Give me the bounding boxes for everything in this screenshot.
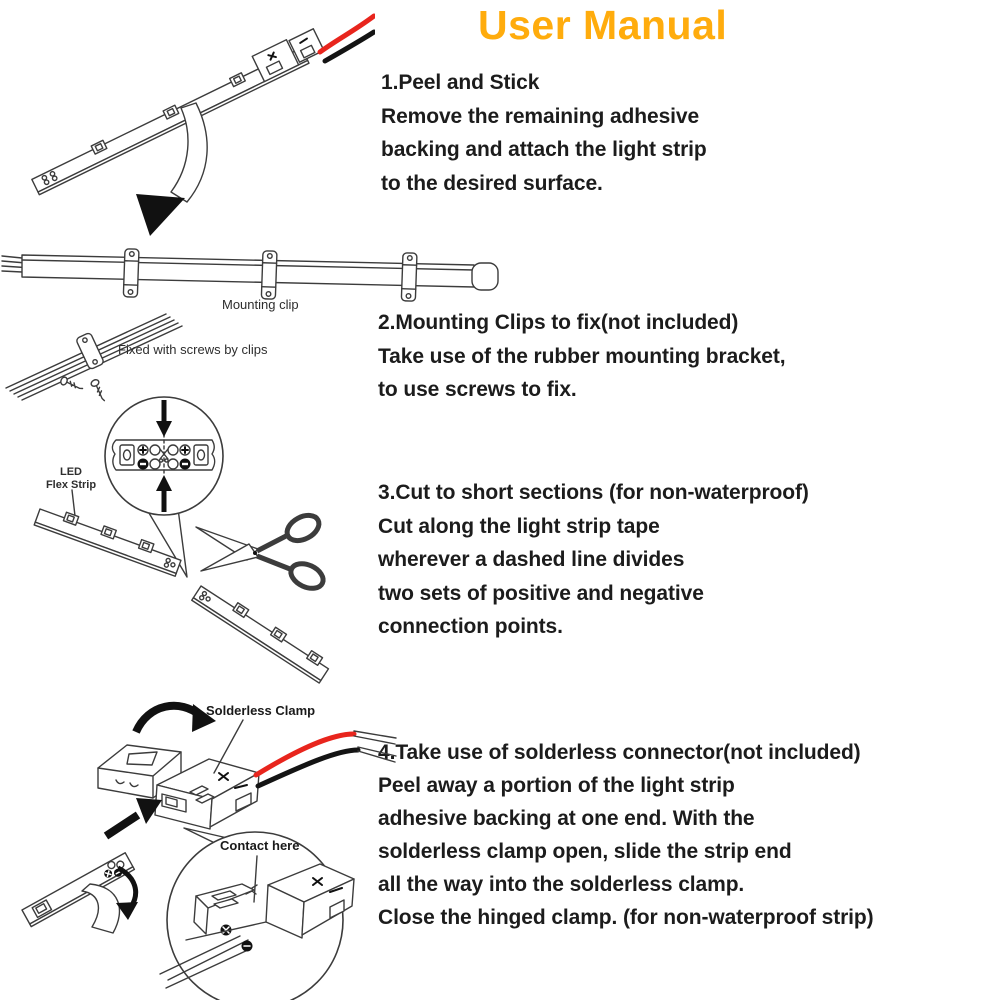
black-wire	[258, 750, 358, 786]
cut-sections-illustration	[0, 388, 380, 690]
mounting-clips-illustration	[0, 243, 520, 403]
polarity-minus-icon	[180, 459, 191, 470]
step-4-line: adhesive backing at one end. With the	[378, 807, 755, 830]
polarity-plus-icon	[138, 445, 148, 455]
polarity-minus-icon	[138, 459, 149, 470]
label-leader-line	[72, 490, 75, 516]
strip-end-cap	[472, 263, 498, 290]
step-2-line: Take use of the rubber mounting bracket,	[378, 344, 786, 368]
step-1-line: backing and attach the light strip	[381, 138, 707, 161]
step-3-line: wherever a dashed line divides	[378, 548, 685, 571]
step-3-text	[378, 476, 809, 644]
mounting-clip	[401, 253, 417, 301]
step-2-line: to use screws to fix.	[378, 378, 577, 401]
step-1-line: to the desired surface.	[381, 171, 603, 195]
step-3-line: connection points.	[378, 615, 563, 638]
peel-arrow-icon	[136, 194, 185, 236]
peel-backing-curl	[82, 884, 119, 933]
solderless-connector-illustration	[0, 688, 400, 1000]
step-4-heading: 4.Take use of solderless connector(not included)	[378, 741, 861, 764]
step-3-heading: 3.Cut to short sections (for non-waterproof)	[378, 481, 809, 504]
step-4-line: Peel away a portion of the light strip	[378, 774, 735, 797]
peel-and-stick-illustration	[0, 5, 375, 245]
step-1-text	[381, 66, 707, 200]
strip-segment-2	[192, 581, 332, 683]
polarity-plus-icon	[180, 445, 190, 455]
step-3-line: Cut along the light strip tape	[378, 514, 660, 538]
mounting-clip	[123, 249, 139, 297]
led-strip	[26, 27, 326, 195]
step-1-heading: 1.Peel and Stick	[381, 71, 540, 94]
solderless-clamp-label: Solderless Clamp	[206, 703, 316, 718]
contact-here-label: Contact here	[220, 838, 300, 853]
led-flex-strip-label: LED Flex Strip	[45, 466, 97, 491]
step-4-text	[378, 736, 874, 934]
page-title: User Manual	[478, 2, 728, 48]
fixed-with-screws-label: Fixed with screws by clips	[118, 342, 268, 357]
step-4-line: all the way into the solderless clamp.	[378, 873, 745, 896]
step-3-line: two sets of positive and negative	[378, 581, 704, 605]
scissors-icon	[196, 510, 327, 593]
step-4-line: Close the hinged clamp. (for non-waterproof strip)	[378, 906, 874, 929]
step-4-line: solderless clamp open, slide the strip end	[378, 840, 792, 863]
mounting-clip-label: Mounting clip	[222, 297, 299, 312]
step-1-line: Remove the remaining adhesive	[381, 104, 700, 128]
mounting-clip	[261, 251, 277, 299]
step-2-heading: 2.Mounting Clips to fix(not included)	[378, 311, 739, 334]
